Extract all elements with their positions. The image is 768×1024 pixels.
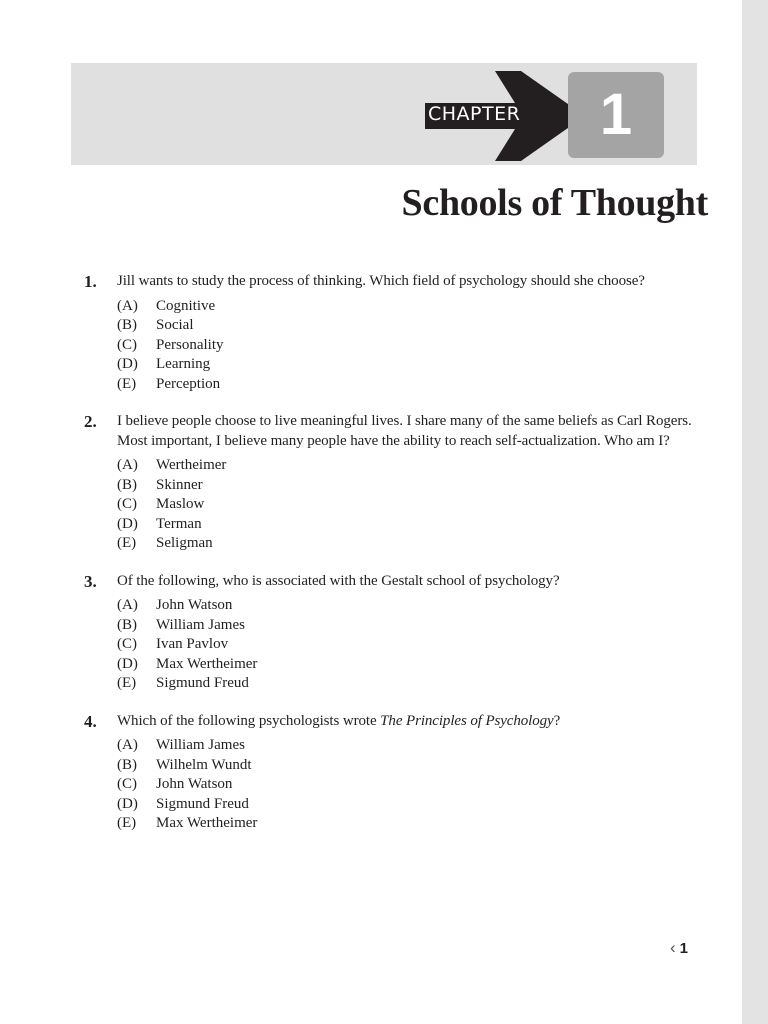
answer-option bbox=[117, 736, 704, 756]
answer-option bbox=[117, 775, 704, 795]
question-text: Jill wants to study the process of thinking. Which field of psychology should she choose? bbox=[117, 273, 645, 289]
answer-options bbox=[117, 456, 704, 554]
option-letter: (B) bbox=[117, 616, 137, 633]
option-text: Wertheimer bbox=[156, 457, 227, 473]
question-text: Of the following, who is associated with the Gestalt school of psychology? bbox=[117, 572, 560, 589]
option-letter: (C) bbox=[117, 776, 137, 792]
question-text-before: Which of the following psychologists wrote bbox=[117, 712, 381, 729]
chevron-left-icon: ‹ bbox=[670, 938, 676, 957]
answer-option bbox=[117, 756, 704, 776]
answer-option bbox=[117, 674, 704, 694]
page-edge-strip bbox=[742, 0, 768, 1024]
answer-option bbox=[117, 456, 704, 476]
option-text: Perception bbox=[156, 375, 221, 392]
option-letter: (E) bbox=[117, 675, 137, 691]
option-text: Max Wertheimer bbox=[156, 655, 258, 672]
question-number: 4. bbox=[84, 711, 97, 731]
answer-option bbox=[117, 476, 704, 496]
option-text: Social bbox=[156, 317, 194, 333]
option-text: Cognitive bbox=[156, 297, 216, 314]
option-letter: (E) bbox=[117, 375, 137, 392]
answer-option bbox=[117, 814, 704, 834]
answer-options bbox=[117, 596, 704, 694]
option-letter: (C) bbox=[117, 336, 137, 353]
question-text bbox=[117, 712, 704, 732]
option-letter: (B) bbox=[117, 476, 137, 493]
answer-option bbox=[117, 655, 704, 675]
option-letter: (A) bbox=[117, 297, 138, 314]
answer-option bbox=[117, 635, 704, 655]
question-text: I believe people choose to live meaningful lives. I share many of the same beliefs as Carl Rogers. Most important, I believe many people have the ability to reach self-actualization. Who am I? bbox=[117, 413, 692, 449]
option-letter: (A) bbox=[117, 737, 138, 753]
question-list bbox=[84, 272, 704, 852]
option-text: Maslow bbox=[156, 496, 205, 512]
option-letter: (D) bbox=[117, 515, 138, 532]
option-text: William James bbox=[156, 616, 245, 633]
option-text: Ivan Pavlov bbox=[156, 636, 229, 652]
answer-option bbox=[117, 375, 704, 395]
option-letter: (E) bbox=[117, 535, 137, 551]
answer-option bbox=[117, 336, 704, 356]
option-letter: (E) bbox=[117, 815, 137, 831]
question-number: 1. bbox=[84, 272, 97, 291]
option-letter: (A) bbox=[117, 597, 138, 613]
option-text: Sigmund Freud bbox=[156, 675, 249, 691]
answer-option bbox=[117, 495, 704, 515]
option-letter: (D) bbox=[117, 655, 138, 672]
question-4 bbox=[84, 712, 704, 834]
option-letter: (A) bbox=[117, 457, 138, 473]
answer-options bbox=[117, 736, 704, 834]
option-letter: (B) bbox=[117, 317, 137, 333]
answer-option bbox=[117, 534, 704, 554]
option-letter: (B) bbox=[117, 756, 137, 773]
answer-option bbox=[117, 355, 704, 375]
option-text: Wilhelm Wundt bbox=[156, 756, 252, 773]
option-text: Learning bbox=[156, 356, 211, 372]
option-letter: (C) bbox=[117, 636, 137, 652]
option-letter: (D) bbox=[117, 356, 138, 372]
option-text: Seligman bbox=[156, 535, 213, 551]
answer-option bbox=[117, 795, 704, 815]
option-letter: (D) bbox=[117, 795, 138, 812]
question-number: 2. bbox=[84, 412, 97, 431]
book-title: The Principles of Psychology bbox=[380, 712, 554, 729]
option-text: Terman bbox=[156, 515, 202, 532]
answer-option bbox=[117, 616, 704, 636]
question-text-after: ? bbox=[553, 712, 561, 729]
option-text: John Watson bbox=[156, 776, 233, 792]
option-text: William James bbox=[156, 737, 245, 753]
page-title: Schools of Thought bbox=[401, 182, 708, 224]
chapter-number: 1 bbox=[599, 82, 633, 147]
question-number: 3. bbox=[84, 571, 97, 591]
page-number: 1 bbox=[679, 940, 689, 957]
answer-option bbox=[117, 515, 704, 535]
page-footer bbox=[670, 938, 700, 958]
question-3 bbox=[84, 572, 704, 694]
option-text: Max Wertheimer bbox=[156, 815, 258, 831]
question-1 bbox=[84, 272, 704, 394]
answer-options bbox=[117, 297, 704, 395]
option-text: Skinner bbox=[156, 476, 203, 493]
option-text: Sigmund Freud bbox=[156, 795, 249, 812]
answer-option bbox=[117, 316, 704, 336]
question-2 bbox=[84, 412, 704, 554]
option-text: John Watson bbox=[156, 597, 233, 613]
answer-option bbox=[117, 596, 704, 616]
option-letter: (C) bbox=[117, 496, 137, 512]
chapter-label: CHAPTER bbox=[428, 103, 521, 125]
option-text: Personality bbox=[156, 336, 224, 353]
answer-option bbox=[117, 297, 704, 317]
